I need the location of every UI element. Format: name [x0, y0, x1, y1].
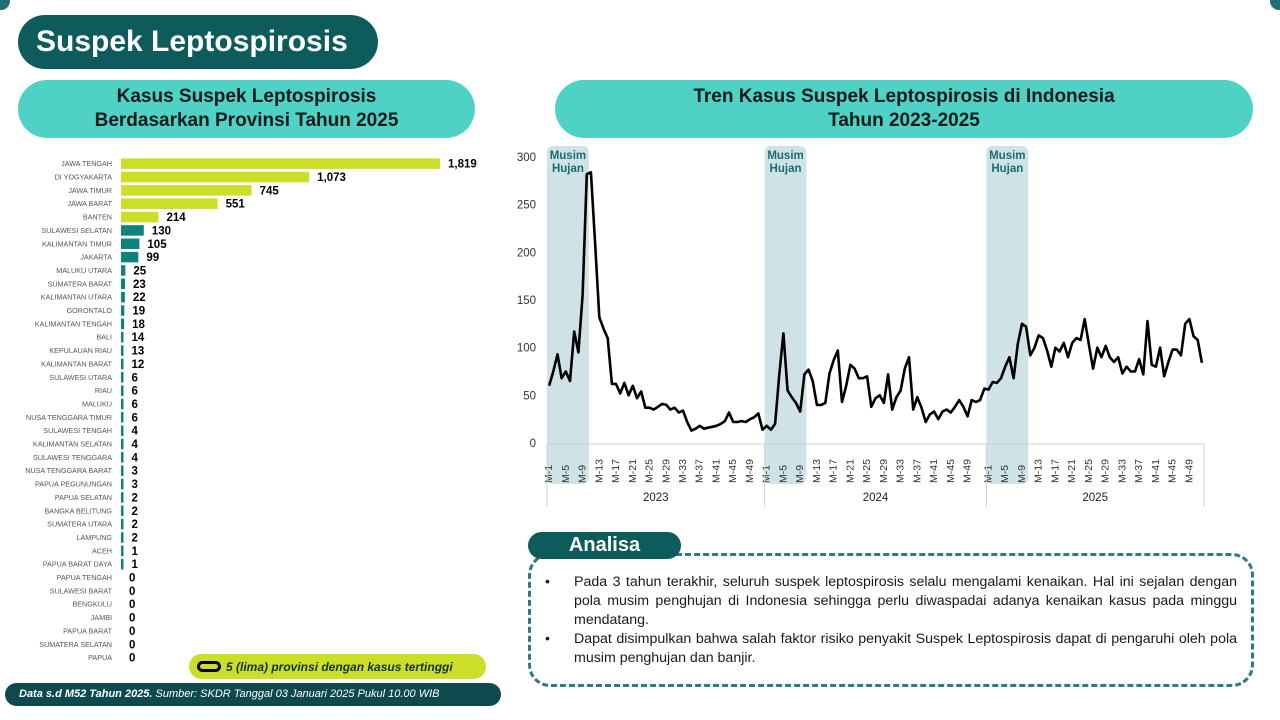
y-tick-label: 200 — [516, 247, 536, 260]
y-tick-label: 250 — [516, 199, 536, 212]
analysis-point-text: Pada 3 tahun terakhir, seluruh suspek leptospirosis selalu mengalami kenaikan. Hal ini sejalan dengan pola musim penghujan di Indonesia sehingga perlu diwaspadai adanya kenaikan kasus pada minggu mendatang. — [574, 574, 1237, 628]
province-bar — [121, 479, 124, 490]
province-label: NUSA TENGGARA TIMUR — [26, 412, 112, 422]
province-bar — [121, 319, 124, 330]
province-bar — [121, 519, 124, 530]
province-label: GORONTALO — [66, 306, 112, 316]
province-label: SUMATERA UTARA — [47, 519, 112, 529]
province-value-label: 2 — [131, 505, 138, 518]
province-label: BALI — [96, 332, 112, 342]
top5-legend-text: 5 (lima) provinsi dengan kasus tertinggi — [226, 659, 453, 674]
province-label: JAKARTA — [80, 252, 112, 262]
week-tick-label: M-9 — [794, 464, 807, 483]
province-value-label: 6 — [131, 398, 138, 411]
week-tick-label: M-9 — [1015, 464, 1028, 483]
line-chart-header — [555, 80, 1253, 138]
week-tick-label: M-9 — [576, 464, 589, 483]
province-value-label: 6 — [131, 412, 138, 425]
week-tick-label: M-13 — [1032, 459, 1045, 483]
province-bar — [121, 439, 124, 450]
province-value-label: 22 — [132, 292, 146, 305]
footer-source-text: Sumber: SKDR Tanggal 03 Januari 2025 Pukul 10.00 WIB — [152, 688, 440, 700]
province-bar — [121, 252, 138, 263]
province-bar — [121, 185, 252, 196]
rainy-season-band — [547, 146, 589, 484]
province-bar — [121, 239, 139, 250]
province-bar — [121, 292, 125, 303]
province-value-label: 0 — [129, 599, 136, 612]
week-tick-label: M-41 — [1149, 459, 1162, 483]
y-tick-label: 300 — [516, 152, 536, 164]
province-value-label: 4 — [131, 439, 138, 452]
top5-legend — [189, 654, 486, 679]
province-bar — [121, 158, 440, 169]
province-label: BANTEN — [82, 212, 112, 222]
week-tick-label: M-33 — [894, 459, 907, 483]
province-bar — [121, 332, 124, 343]
province-value-label: 105 — [147, 238, 167, 251]
season-label: Hujan — [769, 163, 802, 175]
province-label: PAPUA — [88, 653, 112, 663]
province-bar — [121, 465, 124, 476]
province-value-label: 745 — [259, 185, 279, 198]
week-tick-label: M-25 — [861, 459, 874, 483]
province-value-label: 551 — [225, 198, 245, 211]
week-tick-label: M-29 — [660, 459, 673, 483]
week-tick-label: M-37 — [1133, 459, 1146, 483]
province-label: KALIMANTAN SELATAN — [32, 439, 112, 449]
province-value-label: 0 — [129, 585, 136, 598]
footer-data-note: Data s.d M52 Tahun 2025. — [19, 688, 153, 700]
rainy-season-band — [765, 146, 807, 484]
province-bar — [121, 279, 125, 290]
week-tick-label: M-49 — [743, 459, 756, 483]
week-tick-label: M-45 — [944, 459, 957, 483]
province-label: JAMBI — [90, 613, 112, 623]
province-value-label: 18 — [132, 318, 145, 331]
season-label: Musim — [767, 150, 804, 162]
week-tick-label: M-21 — [1066, 459, 1079, 483]
province-label: BANGKA BELITUNG — [44, 506, 112, 516]
province-value-label: 23 — [133, 278, 146, 291]
province-value-label: 14 — [131, 332, 145, 345]
province-value-label: 12 — [131, 358, 145, 371]
analysis-point-text: Dapat disimpulkan bahwa salah faktor risiko penyakit Suspek Leptospirosis dapat di pengaruhi oleh pola musim penghujan dan banjir. — [574, 631, 1237, 666]
week-tick-label: M-1 — [543, 464, 556, 483]
season-label: Hujan — [991, 163, 1024, 175]
province-label: SULAWESI TENGGARA — [32, 452, 112, 462]
week-tick-label: M-5 — [777, 464, 790, 483]
season-label: Musim — [549, 150, 587, 162]
province-bar — [121, 198, 218, 209]
province-label: JAWA TENGAH — [61, 159, 112, 169]
province-label: PAPUA SELATAN — [54, 492, 112, 502]
province-value-label: 130 — [151, 225, 171, 238]
province-value-label: 1 — [131, 559, 138, 572]
province-value-label: 0 — [129, 612, 136, 625]
corner-decoration-left — [0, 0, 10, 10]
province-bar — [121, 305, 124, 316]
province-bar — [121, 532, 124, 543]
province-bar — [121, 265, 125, 276]
province-value-label: 1,073 — [317, 172, 346, 185]
province-label: KALIMANTAN TENGAH — [34, 319, 112, 329]
bar-chart-title-line2: Berdasarkan Provinsi Tahun 2025 — [94, 110, 399, 131]
province-value-label: 0 — [129, 625, 136, 638]
week-tick-label: M-21 — [844, 459, 857, 483]
week-tick-label: M-41 — [928, 459, 941, 483]
year-label: 2024 — [862, 492, 889, 504]
analysis-point — [545, 573, 1237, 630]
season-label: Musim — [989, 150, 1026, 162]
footer-source — [5, 683, 501, 706]
province-value-label: 214 — [166, 212, 186, 225]
corner-decoration-right — [1270, 0, 1280, 10]
province-bar — [121, 385, 124, 396]
week-tick-label: M-17 — [610, 459, 623, 483]
province-bar — [121, 172, 309, 183]
province-label: DI YOGYAKARTA — [54, 172, 112, 182]
bar-chart-header — [18, 80, 475, 138]
province-bar — [121, 492, 124, 503]
analysis-point — [545, 630, 1237, 668]
province-label: LAMPUNG — [76, 532, 112, 542]
case-trend-line — [549, 172, 1202, 430]
province-value-label: 2 — [131, 519, 138, 532]
week-tick-label: M-29 — [1099, 459, 1112, 483]
week-tick-label: M-25 — [643, 459, 656, 483]
week-tick-label: M-17 — [1049, 459, 1062, 483]
analysis-title: Analisa — [528, 532, 681, 559]
year-label: 2023 — [643, 492, 669, 504]
analysis-list — [545, 573, 1237, 668]
rainy-season-band — [986, 146, 1028, 484]
bullet-icon: • — [545, 631, 550, 647]
province-bar — [121, 359, 124, 370]
province-bar — [121, 225, 144, 236]
province-value-label: 25 — [133, 265, 147, 278]
province-label: MALUKU UTARA — [56, 265, 112, 275]
province-value-label: 2 — [131, 492, 138, 505]
province-label: PAPUA BARAT DAYA — [42, 559, 112, 569]
week-tick-label: M-45 — [727, 459, 740, 483]
week-tick-label: M-13 — [593, 459, 606, 483]
province-value-label: 4 — [131, 425, 138, 438]
bullet-icon: • — [545, 574, 550, 590]
week-tick-label: M-17 — [827, 459, 840, 483]
province-bar — [121, 425, 124, 436]
week-tick-label: M-1 — [982, 464, 995, 483]
province-label: PAPUA BARAT — [63, 626, 112, 636]
week-tick-label: M-13 — [810, 459, 823, 483]
province-label: KEPULAUAN RIAU — [49, 346, 112, 356]
province-label: PAPUA PEGUNUNGAN — [35, 479, 112, 489]
page-title: Suspek Leptospirosis — [18, 15, 378, 69]
province-bar — [121, 546, 124, 557]
province-value-label: 6 — [131, 385, 138, 398]
province-bar — [121, 559, 124, 570]
province-value-label: 3 — [131, 479, 138, 492]
week-tick-label: M-5 — [559, 464, 572, 483]
line-chart-title-line1: Tren Kasus Suspek Leptospirosis di Indonesia — [693, 86, 1115, 107]
province-value-label: 13 — [131, 345, 145, 358]
province-bar — [121, 372, 124, 383]
week-tick-label: M-5 — [999, 464, 1012, 483]
week-tick-label: M-41 — [710, 459, 723, 483]
week-tick-label: M-33 — [1116, 459, 1129, 483]
province-value-label: 1,819 — [448, 158, 477, 171]
province-label: SUMATERA BARAT — [47, 279, 112, 289]
province-bar — [121, 399, 124, 410]
province-label: KALIMANTAN UTARA — [40, 292, 112, 302]
province-bar — [121, 506, 124, 517]
y-tick-label: 100 — [516, 342, 536, 355]
week-tick-label: M-49 — [1183, 459, 1196, 483]
week-tick-label: M-25 — [1082, 459, 1095, 483]
province-label: SUMATERA SELATAN — [39, 639, 112, 649]
province-value-label: 1 — [131, 545, 138, 558]
province-label: SULAWESI TENGAH — [43, 426, 112, 436]
province-value-label: 6 — [131, 372, 138, 385]
line-chart-title-line2: Tahun 2023-2025 — [828, 110, 980, 131]
province-label: SULAWESI UTARA — [49, 372, 112, 382]
highlight-ring-icon — [197, 661, 221, 672]
province-value-label: 0 — [129, 639, 136, 652]
province-value-label: 2 — [131, 532, 138, 545]
week-tick-label: M-1 — [760, 464, 773, 483]
province-bar — [121, 412, 124, 423]
week-tick-label: M-33 — [677, 459, 690, 483]
province-label: JAWA BARAT — [67, 199, 112, 209]
province-label: SULAWESI BARAT — [49, 586, 112, 596]
week-tick-label: M-37 — [911, 459, 924, 483]
province-value-label: 99 — [146, 252, 160, 265]
y-tick-label: 0 — [529, 438, 536, 450]
province-bar — [121, 452, 124, 463]
province-value-label: 4 — [131, 452, 138, 465]
province-label: NUSA TENGGARA BARAT — [25, 466, 112, 476]
province-label: PAPUA TENGAH — [56, 573, 112, 583]
province-value-label: 0 — [129, 652, 136, 665]
season-label: Hujan — [551, 163, 584, 175]
week-tick-label: M-45 — [1166, 459, 1179, 483]
year-label: 2025 — [1082, 492, 1108, 504]
y-tick-label: 50 — [523, 390, 536, 403]
province-value-label: 0 — [129, 572, 136, 585]
province-label: KALIMANTAN BARAT — [41, 359, 112, 369]
y-tick-label: 150 — [516, 295, 536, 307]
province-bar — [121, 345, 124, 356]
province-label: RIAU — [94, 386, 112, 396]
province-bar-chart — [0, 148, 500, 668]
province-label: JAWA TIMUR — [68, 185, 112, 195]
province-bar — [121, 212, 159, 223]
week-tick-label: M-21 — [626, 459, 639, 483]
province-label: SULAWESI SELATAN — [41, 225, 112, 235]
province-value-label: 3 — [131, 465, 138, 478]
province-value-label: 19 — [132, 305, 146, 318]
week-tick-label: M-49 — [961, 459, 974, 483]
province-label: KALIMANTAN TIMUR — [41, 239, 112, 249]
province-label: ACEH — [92, 546, 112, 556]
province-label: BENGKULU — [72, 599, 112, 609]
province-label: MALUKU — [82, 399, 112, 409]
bar-chart-title-line1: Kasus Suspek Leptospirosis — [116, 86, 377, 107]
week-tick-label: M-37 — [693, 459, 706, 483]
week-tick-label: M-29 — [877, 459, 890, 483]
trend-line-chart — [500, 140, 1220, 515]
